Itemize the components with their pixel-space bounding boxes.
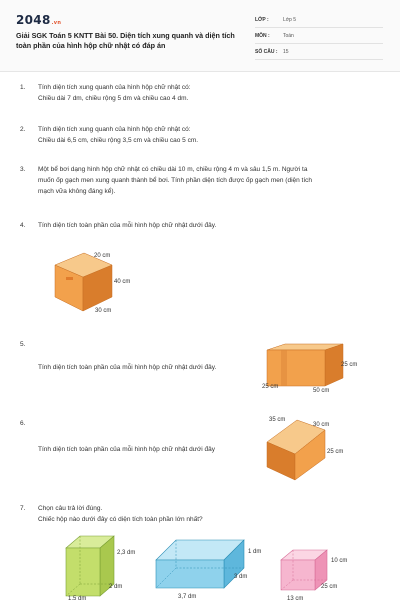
figure-box-5 bbox=[255, 340, 365, 398]
question-number: 5. bbox=[20, 341, 26, 348]
question-number: 2. bbox=[20, 126, 26, 133]
dimension-label: 35 cm bbox=[269, 417, 286, 423]
box-front-face bbox=[156, 560, 224, 588]
question-line: Tính diện tích toàn phần của mỗi hình hộp chữ nhật dưới đây. bbox=[38, 364, 217, 371]
question-text bbox=[38, 220, 388, 231]
dimension-label: 3,7 dm bbox=[178, 594, 197, 600]
question-line: mạch vữa không đáng kể). bbox=[38, 188, 116, 195]
box-front-face bbox=[66, 548, 100, 596]
box-tape bbox=[281, 350, 287, 386]
question-number: 3. bbox=[20, 166, 26, 173]
question-text bbox=[38, 164, 388, 197]
document-title: Giải SGK Toán 5 KNTT Bài 50. Diện tích xung quanh và diện tích toàn phần của hình hộp chữ nhật có đáp án bbox=[16, 31, 235, 50]
box-front-face bbox=[267, 350, 325, 386]
dimension-label: 25 cm bbox=[327, 449, 344, 455]
question-line: Chiều dài 6,5 cm, chiều rộng 3,5 cm và chiều cao 5 cm. bbox=[38, 137, 199, 144]
dimension-label: 3 dm bbox=[234, 574, 248, 580]
dimension-label: 30 cm bbox=[313, 422, 330, 428]
question-line: Chiếc hộp nào dưới đây có diện tích toàn phần lớn nhất? bbox=[38, 516, 203, 523]
dimension-label: 2 dm bbox=[109, 584, 123, 590]
meta-label: SỐ CÂU : bbox=[255, 49, 278, 55]
site-logo[interactable] bbox=[16, 13, 61, 27]
dimension-label: 50 cm bbox=[313, 388, 330, 394]
meta-table bbox=[255, 12, 383, 60]
logo-text: 2048 bbox=[16, 13, 51, 27]
dimension-label: 30 cm bbox=[95, 308, 112, 314]
question-number: 4. bbox=[20, 222, 26, 229]
question-text bbox=[38, 124, 388, 146]
dimension-label: 10 cm bbox=[331, 558, 348, 564]
dimension-label: 20 cm bbox=[94, 253, 111, 259]
page-header bbox=[0, 0, 400, 72]
dimension-label: 2,3 dm bbox=[117, 550, 136, 556]
question-number: 1. bbox=[20, 84, 26, 91]
question-line: Chiều dài 7 dm, chiều rộng 5 dm và chiều cao 4 dm. bbox=[38, 95, 189, 102]
question-line: Tính diện tích toàn phần của mỗi hình hộp chữ nhật dưới đây bbox=[38, 446, 216, 453]
question-line: Tính diện tích xung quanh của hình hộp chữ nhật có: bbox=[38, 126, 191, 133]
meta-value: Lớp 5 bbox=[283, 17, 297, 23]
question-line: muốn ốp gạch men xung quanh thành bể bơi. Tính phần diện tích được ốp gạch men (diện tích bbox=[38, 177, 313, 184]
meta-value: 15 bbox=[283, 49, 289, 55]
figure-box-7b bbox=[150, 536, 270, 600]
question-text bbox=[38, 82, 388, 104]
dimension-label: 25 cm bbox=[262, 384, 279, 390]
meta-value: Toán bbox=[283, 33, 294, 39]
figure-box-7c bbox=[275, 546, 385, 600]
meta-row-subject bbox=[255, 28, 383, 44]
dimension-label: 25 cm bbox=[341, 362, 358, 368]
question-line: Một bể bơi dạng hình hộp chữ nhật có chiều dài 10 m, chiều rộng 4 m và sâu 1,5 m. Người ta bbox=[38, 166, 308, 173]
question-line: Tính diện tích toàn phần của mỗi hình hộp chữ nhật dưới đây. bbox=[38, 222, 217, 229]
dimension-label: 1,5 dm bbox=[68, 596, 87, 600]
dimension-label: 13 cm bbox=[287, 596, 304, 600]
figure-box-7a bbox=[60, 526, 150, 600]
logo-suffix: .vn bbox=[51, 20, 62, 26]
dimension-label: 40 cm bbox=[114, 279, 131, 285]
meta-row-class bbox=[255, 12, 383, 28]
question-line: Chọn câu trả lời đúng. bbox=[38, 505, 103, 512]
meta-label: LỚP : bbox=[255, 17, 269, 23]
figure-box-6 bbox=[255, 412, 365, 484]
question-line: Tính diện tích xung quanh của hình hộp chữ nhật có: bbox=[38, 84, 191, 91]
meta-row-count bbox=[255, 44, 383, 60]
question-number: 6. bbox=[20, 420, 26, 427]
question-number: 7. bbox=[20, 505, 26, 512]
dimension-label: 25 cm bbox=[321, 584, 338, 590]
meta-label: MÔN : bbox=[255, 33, 270, 39]
dimension-label: 1 dm bbox=[248, 549, 262, 555]
question-text bbox=[38, 503, 388, 525]
box-tape bbox=[66, 277, 73, 280]
figure-box-4 bbox=[40, 245, 150, 320]
